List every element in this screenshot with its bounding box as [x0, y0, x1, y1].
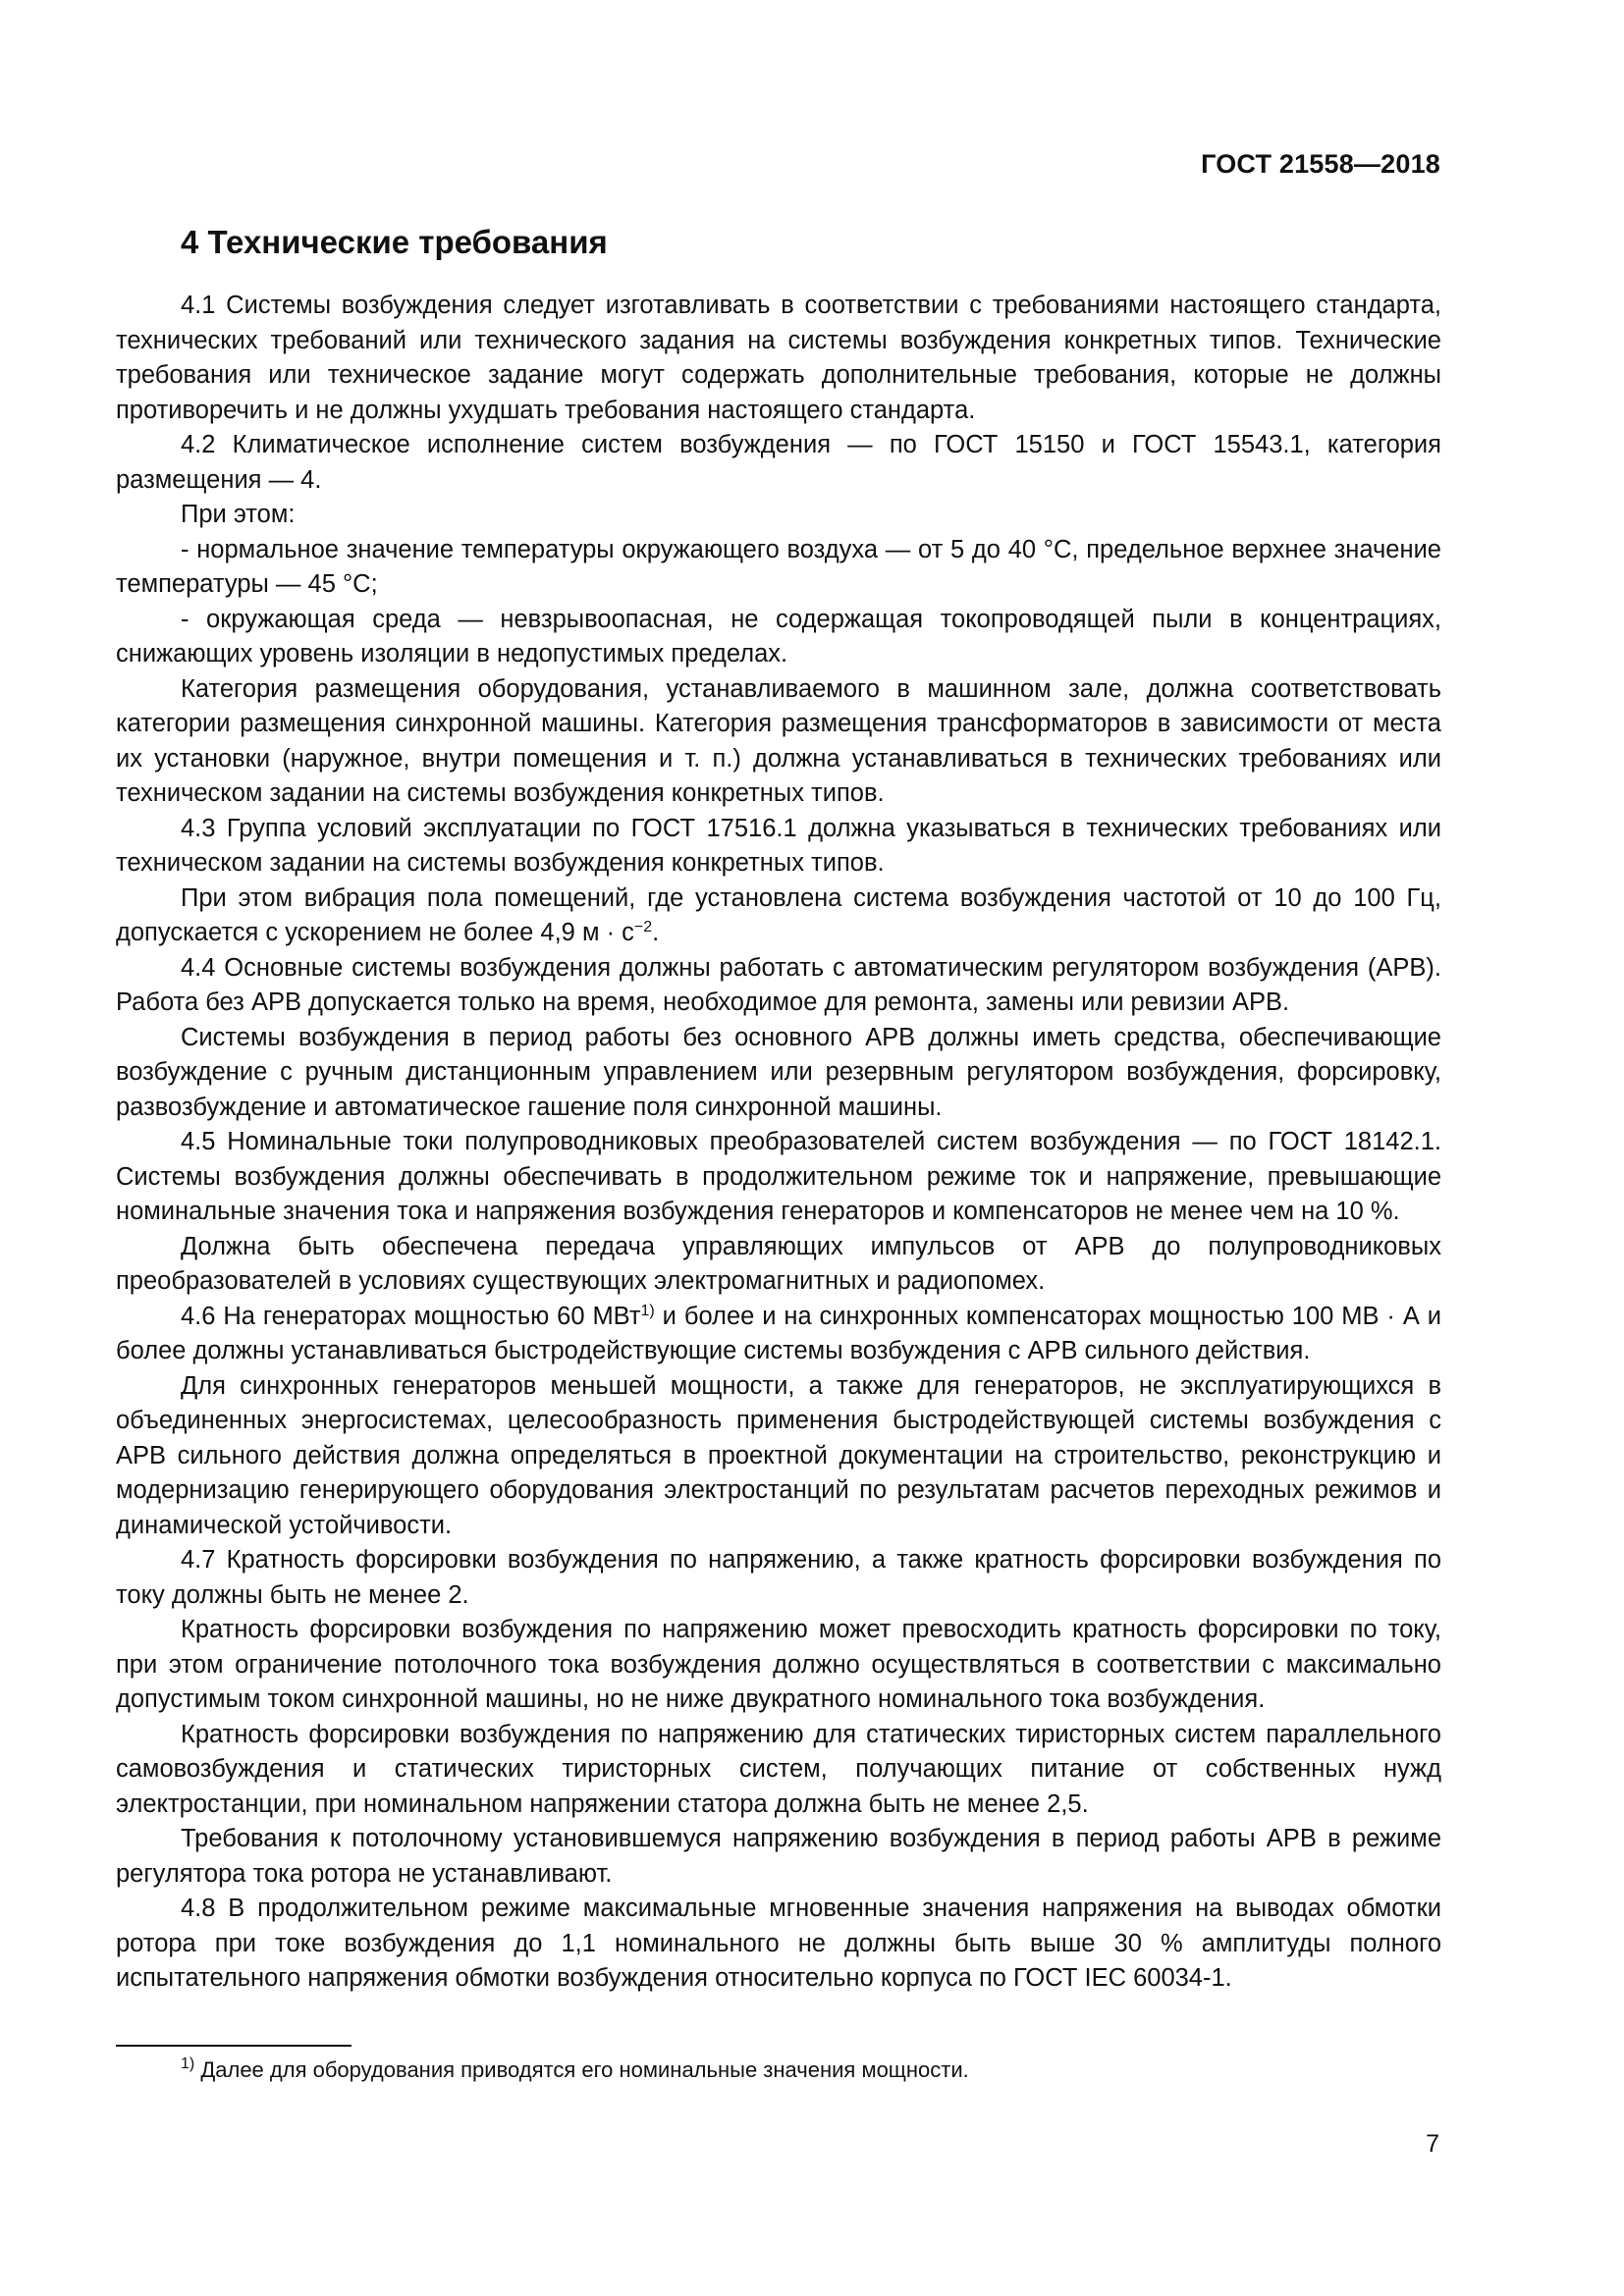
section-title: 4 Технические требования — [181, 224, 608, 260]
paragraph: При этом: — [181, 501, 296, 528]
paragraph: Кратность форсировки возбуждения по напряжению для статических тиристорных систем параллельного самовозбуждения и статических тиристорных систем, получающих питание от собственных нужд электростанции, при номинальном напряжении статора должна быть не менее 2,5. — [116, 1720, 1441, 1818]
paragraph-4-6 — [116, 1300, 1441, 1369]
list-item: - окружающая среда — невзрывоопасная, не содержащая токопроводящей пыли в концентрациях, снижающих уровень изоляции в недопустимых пределах. — [116, 605, 1441, 667]
paragraph: 4.7 Кратность форсировки возбуждения по напряжению, а также кратность форсировки возбуждения по току должны быть не менее 2. — [116, 1546, 1441, 1609]
document-header: ГОСТ 21558—2018 — [1201, 149, 1440, 179]
p46-rest: и более и на синхронных компенсаторах мощностью 100 МВ · А и более должны устанавливаться быстродействующие системы возбуждения с АРВ сильного действия. — [116, 1302, 1441, 1364]
paragraph: 4.4 Основные системы возбуждения должны работать с автоматическим регулятором возбуждения (АРВ). Работа без АРВ допускается только на время, необходимое для ремонта, замены или ревизии АРВ. — [116, 953, 1441, 1016]
paragraph: 4.8 В продолжительном режиме максимальные мгновенные значения напряжения на выводах обмотки ротора при токе возбуждения до 1,1 номинального не должны быть выше 30 % амплитуды полного испытательного напряжения обмотки возбуждения относительно корпуса по ГОСТ IEC 60034-1. — [116, 1895, 1441, 1992]
footnote-mark: 1) — [181, 2056, 195, 2072]
page-number: 7 — [1426, 2130, 1439, 2158]
p46-start: 4.6 На генераторах мощностью 60 МВт — [181, 1302, 641, 1330]
paragraph: Для синхронных генераторов меньшей мощности, а также для генераторов, не эксплуатирующихся в объединенных энергосистемах, целесообразность применения быстродействующей системы возбуждения с АРВ сильного действия должна определяться в проектной документации на строительство, реконструкцию и модернизацию генерирующего оборудования электростанций по результатам расчетов переходных режимов и динамической устойчивости. — [116, 1371, 1441, 1539]
paragraph: Кратность форсировки возбуждения по напряжению может превосходить кратность форсировки по току, при этом ограничение потолочного тока возбуждения должно осуществляться в соответствии с максимально допустимым током синхронной машины, но не ниже двукратного номинального тока возбуждения. — [116, 1616, 1441, 1713]
footnote — [181, 2056, 969, 2085]
footnote-text: Далее для оборудования приводятся его номинальные значения мощности. — [194, 2057, 969, 2082]
vibration-text: При этом вибрация пола помещений, где установлена система возбуждения частотой от 10 до 100 Гц, допускается с ускорением не более 4,9 м · с — [116, 883, 1441, 946]
paragraph: 4.2 Климатическое исполнение систем возбуждения — по ГОСТ 15150 и ГОСТ 15543.1, категория размещения — 4. — [116, 431, 1441, 494]
paragraph: 4.3 Группа условий эксплуатации по ГОСТ 17516.1 должна указываться в технических требованиях или техническом задании на системы возбуждения конкретных типов. — [116, 814, 1441, 877]
vibration-exponent: −2 — [633, 919, 653, 935]
document-body — [116, 289, 1441, 1997]
paragraph: Категория размещения оборудования, устанавливаемого в машинном зале, должна соответствовать категории размещения синхронной машины. Категория размещения трансформаторов в зависимости от места их установки (наружное, внутри помещения и т. п.) должна устанавливаться в технических требованиях или техническом задании на системы возбуждения конкретных типов. — [116, 674, 1441, 807]
footnote-reference: 1) — [640, 1302, 655, 1319]
footnote-separator — [116, 2045, 352, 2047]
paragraph: Системы возбуждения в период работы без основного АРВ должны иметь средства, обеспечивающие возбуждение с ручным дистанционным управлением или резервным регулятором возбуждения, форсировку, развозбуждение и автоматическое гашение поля синхронной машины. — [116, 1023, 1441, 1121]
paragraph: Должна быть обеспечена передача управляющих импульсов от АРВ до полупроводниковых преобразователей в условиях существующих электромагнитных и радиопомех. — [116, 1232, 1441, 1295]
vibration-end: . — [652, 919, 660, 946]
paragraph: 4.5 Номинальные токи полупроводниковых преобразователей систем возбуждения — по ГОСТ 18142.1. Системы возбуждения должны обеспечивать в продолжительном режиме ток и напряжение, превышающие номинальные значения тока и напряжения возбуждения генераторов и компенсаторов не менее чем на 10 %. — [116, 1128, 1441, 1225]
paragraph: Требования к потолочному установившемуся напряжению возбуждения в период работы АРВ в режиме регулятора тока ротора не устанавливают. — [116, 1825, 1441, 1888]
paragraph-vibration — [116, 881, 1441, 951]
paragraph: 4.1 Системы возбуждения следует изготавливать в соответствии с требованиями настоящего стандарта, технических требований или технического задания на системы возбуждения конкретных типов. Технические требования или техническое задание могут содержать дополнительные требования, которые не должны противоречить и не должны ухудшать требования настоящего стандарта. — [116, 292, 1441, 424]
list-item: - нормальное значение температуры окружающего воздуха — от 5 до 40 °С, предельное верхнее значение температуры — 45 °С; — [116, 535, 1441, 598]
